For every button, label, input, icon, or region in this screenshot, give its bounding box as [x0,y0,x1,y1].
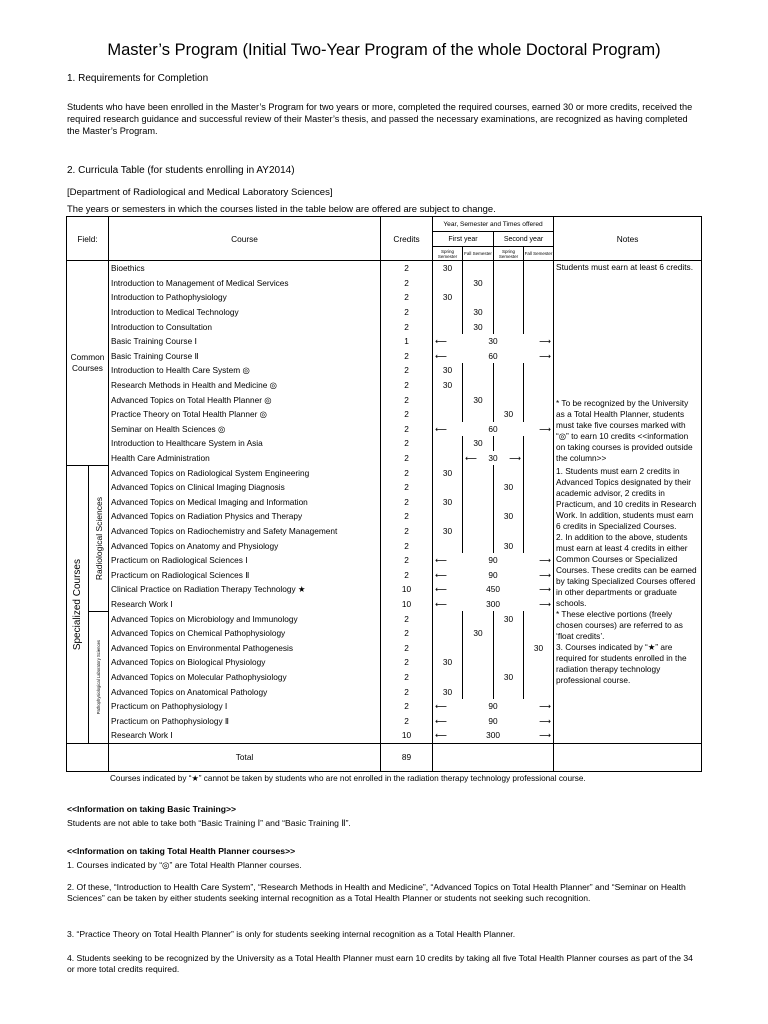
page-title: Master’s Program (Initial Two-Year Program of the whole Doctoral Program) [107,41,661,59]
course-name: Clinical Practice on Radiation Therapy Technology ★ [109,582,381,597]
times-y2s [494,465,524,480]
curricula-table [66,216,702,772]
arrow-right-icon: ⟶ [539,569,552,580]
times-y1s [433,276,463,291]
span-value: 450 [486,584,500,595]
course-name: Practicum on Radiological Sciences Ⅱ [109,567,381,582]
times-y2f [524,290,554,305]
credits-value: 2 [381,553,433,568]
pathophysiological-label [89,611,109,743]
total-notes-blank [554,743,702,771]
section2-heading: 2. Curricula Table (for students enrolling in AY2014) [67,165,295,176]
credits-value: 2 [381,261,433,276]
credits-value: 2 [381,699,433,714]
credits-value: 2 [381,655,433,670]
course-name: Advanced Topics on Radiation Physics and Therapy [109,509,381,524]
span-value: 90 [488,701,498,712]
y1-spring [433,451,463,466]
times-y1f: 30 [463,276,494,291]
times-y2s: 30 [494,407,524,422]
times-y1f: 30 [463,626,494,641]
times-y2f [524,436,554,451]
course-name: Advanced Topics on Environmental Pathogenesis [109,640,381,655]
times-y2f [524,626,554,641]
span-indicator [433,351,553,361]
times-y1f: 30 [463,436,494,451]
credits-value: 2 [381,713,433,728]
arrow-left-icon: ⟵ [435,730,447,741]
times-span [433,334,554,349]
credits-value: 2 [381,626,433,641]
times-y2f [524,378,554,393]
course-name: Introduction to Consultation [109,319,381,334]
total-row [67,743,702,771]
times-y2s: 30 [494,509,524,524]
times-span [433,699,554,714]
table-row [67,465,702,480]
course-name: Basic Training Course Ⅰ [109,334,381,349]
course-header: Course [109,217,381,261]
span-indicator [463,453,523,463]
basic-training-heading: <<Information on taking Basic Training>> [67,804,237,814]
course-name: Research Methods in Health and Medicine ◎ [109,378,381,393]
credits-value: 2 [381,422,433,437]
credits-value: 10 [381,582,433,597]
arrow-left-icon: ⟵ [435,555,447,566]
course-name: Introduction to Healthcare System in Asia [109,436,381,451]
total-times-blank [433,743,554,771]
course-name: Advanced Topics on Total Health Planner ◎ [109,392,381,407]
notes-header: Notes [554,217,702,261]
course-name: Health Care Administration [109,451,381,466]
arrow-left-icon: ⟵ [435,569,447,580]
thp-heading: <<Information on taking Total Health Planner courses>> [67,846,296,856]
credits-value: 2 [381,684,433,699]
disclaimer: The years or semesters in which the courses listed in the table below are offered are subject to change. [67,203,496,214]
year-group-header: Year, Semester and Times offered [433,217,554,232]
times-y2f [524,495,554,510]
times-y2s [494,305,524,320]
credits-value: 2 [381,567,433,582]
times-y2f [524,407,554,422]
times-y1f [463,495,494,510]
times-y2s [494,378,524,393]
course-name: Introduction to Medical Technology [109,305,381,320]
times-y2s [494,524,524,539]
times-y1s [433,611,463,626]
credits-value: 2 [381,538,433,553]
course-name: Advanced Topics on Molecular Pathophysiology [109,670,381,685]
table-row [67,363,702,378]
total-credits: 89 [381,743,433,771]
times-y1s [433,436,463,451]
times-span [463,451,524,466]
course-name: Advanced Topics on Anatomy and Physiology [109,538,381,553]
span-value: 60 [488,423,498,434]
arrow-left-icon: ⟵ [435,715,447,726]
span-value: 90 [488,569,498,580]
times-y1s [433,670,463,685]
credits-value: 2 [381,319,433,334]
times-y2f [524,465,554,480]
credits-value: 2 [381,276,433,291]
course-name: Advanced Topics on Biological Physiology [109,655,381,670]
times-y1f [463,524,494,539]
times-y1s [433,538,463,553]
times-y1f [463,655,494,670]
times-y1s: 30 [433,378,463,393]
course-name: Advanced Topics on Chemical Pathophysiology [109,626,381,641]
section1-text: Students who have been enrolled in the Master’s Program for two years or more, completed the required courses, earned 30 or more credits, received the required research guidance and successful review of their Master’s thesis, and passed the necessary examinations, are recognized as having completed the Master’s Program. [67,102,693,136]
course-name: Practicum on Pathophysiology Ⅰ [109,699,381,714]
span-indicator [433,555,553,565]
times-y1s [433,480,463,495]
course-name: Advanced Topics on Medical Imaging and Information [109,495,381,510]
times-y1f [463,480,494,495]
first-year-header: First year [433,232,494,247]
times-y2f [524,261,554,276]
times-y1s: 30 [433,261,463,276]
credits-value: 2 [381,640,433,655]
times-span [433,713,554,728]
span-value: 90 [488,715,498,726]
times-y1f [463,407,494,422]
span-value: 30 [488,336,498,347]
times-y1f [463,640,494,655]
times-span [433,582,554,597]
arrow-right-icon: ⟶ [539,715,552,726]
arrow-right-icon: ⟶ [539,336,552,347]
course-name: Introduction to Health Care System ◎ [109,363,381,378]
credits-value: 2 [381,451,433,466]
arrow-left-icon: ⟵ [435,598,447,609]
credits-value: 2 [381,363,433,378]
times-y2s [494,290,524,305]
credits-value: 2 [381,480,433,495]
arrow-left-icon: ⟵ [465,453,477,464]
credits-value: 2 [381,290,433,305]
credits-value: 2 [381,524,433,539]
times-y2s [494,276,524,291]
times-y1f [463,378,494,393]
span-indicator [433,701,553,711]
times-y2f [524,655,554,670]
credits-value: 10 [381,597,433,612]
times-y1f: 30 [463,305,494,320]
field-header: Field: [67,217,109,261]
times-y2f [524,684,554,699]
times-y2f [524,480,554,495]
times-y2f [524,305,554,320]
times-y2s [494,640,524,655]
times-y2s [494,436,524,451]
thp-item-3: 3. “Practice Theory on Total Health Planner” is only for students seeking internal recognition as a Total Health Planner. [67,929,516,939]
times-y2f [524,319,554,334]
times-y1f [463,465,494,480]
times-y2s: 30 [494,480,524,495]
times-y2s: 30 [494,670,524,685]
times-y1s [433,640,463,655]
times-y2f [524,538,554,553]
times-y1s: 30 [433,684,463,699]
arrow-left-icon: ⟵ [435,584,447,595]
times-y1s [433,626,463,641]
times-y1f [463,684,494,699]
total-blank [67,743,109,771]
y1-spring-header: Spring Semester [433,247,463,261]
times-y1f [463,538,494,553]
credits-value: 10 [381,728,433,743]
span-indicator [433,424,553,434]
credits-value: 2 [381,436,433,451]
thp-item-2: 2. Of these, “Introduction to Health Care System”, “Research Methods in Health and Medicine”, “Advanced Topics on Total Health Planner” and “Seminar on Health Sciences” can be taken by either students seeking internal recognition as a Total Health Planner or students not seeking such recognition. [67,882,686,903]
thp-item-4: 4. Students seeking to be recognized by the University as a Total Health Planner must earn 10 credits by taking all five Total Health Planner courses as part of the 34 or more total credits required. [67,953,693,974]
span-value: 90 [488,555,498,566]
times-span [433,597,554,612]
span-indicator [433,730,553,740]
credits-value: 2 [381,407,433,422]
times-y1s: 30 [433,655,463,670]
times-span [433,349,554,364]
times-y1s [433,305,463,320]
y2-fall-header: Fall Semester [524,247,554,261]
y2-spring-header: Spring Semester [494,247,524,261]
arrow-left-icon: ⟵ [435,336,447,347]
course-name: Seminar on Health Sciences ◎ [109,422,381,437]
span-indicator [433,570,553,580]
times-y1s [433,392,463,407]
times-y2f [524,611,554,626]
span-indicator [433,599,553,609]
section1-heading: 1. Requirements for Completion [67,73,209,84]
specialized-courses-text: Specialized Courses [72,558,83,650]
span-value: 300 [486,598,500,609]
arrow-right-icon: ⟶ [539,555,552,566]
table-row [67,261,702,276]
second-year-header: Second year [494,232,554,247]
arrow-right-icon: ⟶ [539,584,552,595]
credits-value: 2 [381,509,433,524]
course-name: Advanced Topics on Anatomical Pathology [109,684,381,699]
course-name: Introduction to Management of Medical Services [109,276,381,291]
times-y2s [494,684,524,699]
credits-value: 2 [381,465,433,480]
course-name: Practicum on Radiological Sciences Ⅰ [109,553,381,568]
times-y1f [463,261,494,276]
times-y1s: 30 [433,524,463,539]
span-indicator [433,336,553,346]
span-value: 300 [486,730,500,741]
course-name: Practice Theory on Total Health Planner ◎ [109,407,381,422]
course-name: Advanced Topics on Microbiology and Immunology [109,611,381,626]
times-y2f [524,524,554,539]
times-y2f [524,509,554,524]
times-y2f [524,670,554,685]
times-y2s [494,363,524,378]
times-y1s: 30 [433,290,463,305]
times-y2f [524,276,554,291]
notes-total-health-planner: * To be recognized by the University as a Total Health Planner, students must take five courses marked with “◎” to earn 10 credits <<information on taking courses is provided outside the column>> [554,363,702,465]
course-name: Practicum on Pathophysiology Ⅱ [109,713,381,728]
arrow-right-icon: ⟶ [509,453,521,464]
common-courses-label: Common Courses [67,261,109,466]
course-name: Research Work Ⅰ [109,728,381,743]
arrow-left-icon: ⟵ [435,701,447,712]
credits-header: Credits [381,217,433,261]
times-y1f [463,509,494,524]
arrow-left-icon: ⟵ [435,423,447,434]
times-y1f: 30 [463,392,494,407]
arrow-right-icon: ⟶ [539,701,552,712]
times-span [433,553,554,568]
notes-common-credits: Students must earn at least 6 credits. [554,261,702,364]
arrow-right-icon: ⟶ [539,423,552,434]
credits-value: 2 [381,392,433,407]
times-y1s [433,319,463,334]
times-y1f [463,670,494,685]
credits-value: 2 [381,495,433,510]
arrow-right-icon: ⟶ [539,598,552,609]
footnote: Courses indicated by “★” cannot be taken by students who are not enrolled in the radiation therapy technology professional course. [110,774,586,783]
times-span [433,728,554,743]
course-name: Introduction to Pathophysiology [109,290,381,305]
credits-value: 2 [381,670,433,685]
y2-fall [524,451,554,466]
credits-value: 2 [381,305,433,320]
radiological-sciences-label [89,465,109,611]
times-y2s [494,626,524,641]
course-name: Advanced Topics on Clinical Imaging Diagnosis [109,480,381,495]
course-name: Research Work Ⅰ [109,597,381,612]
times-y2s [494,655,524,670]
times-y1f [463,363,494,378]
specialized-courses-label [67,465,89,743]
basic-training-text: Students are not able to take both “Basic Training Ⅰ” and “Basic Training Ⅱ”. [67,818,351,828]
times-span [433,567,554,582]
times-y2s [494,319,524,334]
notes-specialized: 1. Students must earn 2 credits in Advanced Topics designated by their academic advisor, 2 credits in Practicum, and 10 credits in Research Work. In addition, students must earn 6 credits in Specialized Courses. 2. In addition to the above, students must earn at least 4 credits in either Common Courses or Specialized Courses. These credits can be earned by taking Specialized Courses offered in other departments or graduate schools. * These elective portions (freely chosen courses) are referred to as ‘float credits’. 3. Courses indicated by “★” are required for students enrolled in the radiation therapy technology professional course. [554,465,702,743]
credits-value: 1 [381,334,433,349]
times-y2s: 30 [494,611,524,626]
times-y1f [463,290,494,305]
course-name: Advanced Topics on Radiochemistry and Safety Management [109,524,381,539]
pathophysiological-text: Pathophysiological Laboratory Sciences [96,640,101,715]
credits-value: 2 [381,611,433,626]
times-y2s [494,392,524,407]
arrow-right-icon: ⟶ [539,350,552,361]
times-y2f [524,392,554,407]
total-label: Total [109,743,381,771]
credits-value: 2 [381,378,433,393]
times-y2f [524,363,554,378]
arrow-left-icon: ⟵ [435,350,447,361]
course-name: Bioethics [109,261,381,276]
header-row-1 [67,217,702,232]
thp-item-1: 1. Courses indicated by “◎” are Total Health Planner courses. [67,860,302,870]
arrow-right-icon: ⟶ [539,730,552,741]
course-name: Basic Training Course Ⅱ [109,349,381,364]
times-y2f: 30 [524,640,554,655]
credits-value: 2 [381,349,433,364]
times-y2s: 30 [494,538,524,553]
radiological-sciences-text: Radiological Sciences [93,496,104,580]
times-span [433,422,554,437]
times-y1s [433,509,463,524]
times-y1s: 30 [433,363,463,378]
times-y1f: 30 [463,319,494,334]
times-y1f [463,611,494,626]
times-y2s [494,261,524,276]
times-y1s: 30 [433,495,463,510]
times-y1s: 30 [433,465,463,480]
times-y1s [433,407,463,422]
times-y2s [494,495,524,510]
span-value: 60 [488,350,498,361]
y1-fall-header: Fall Semester [463,247,494,261]
span-value: 30 [488,453,498,464]
span-indicator [433,584,553,594]
course-name: Advanced Topics on Radiological System Engineering [109,465,381,480]
department-label: [Department of Radiological and Medical Laboratory Sciences] [67,187,333,198]
span-indicator [433,716,553,726]
